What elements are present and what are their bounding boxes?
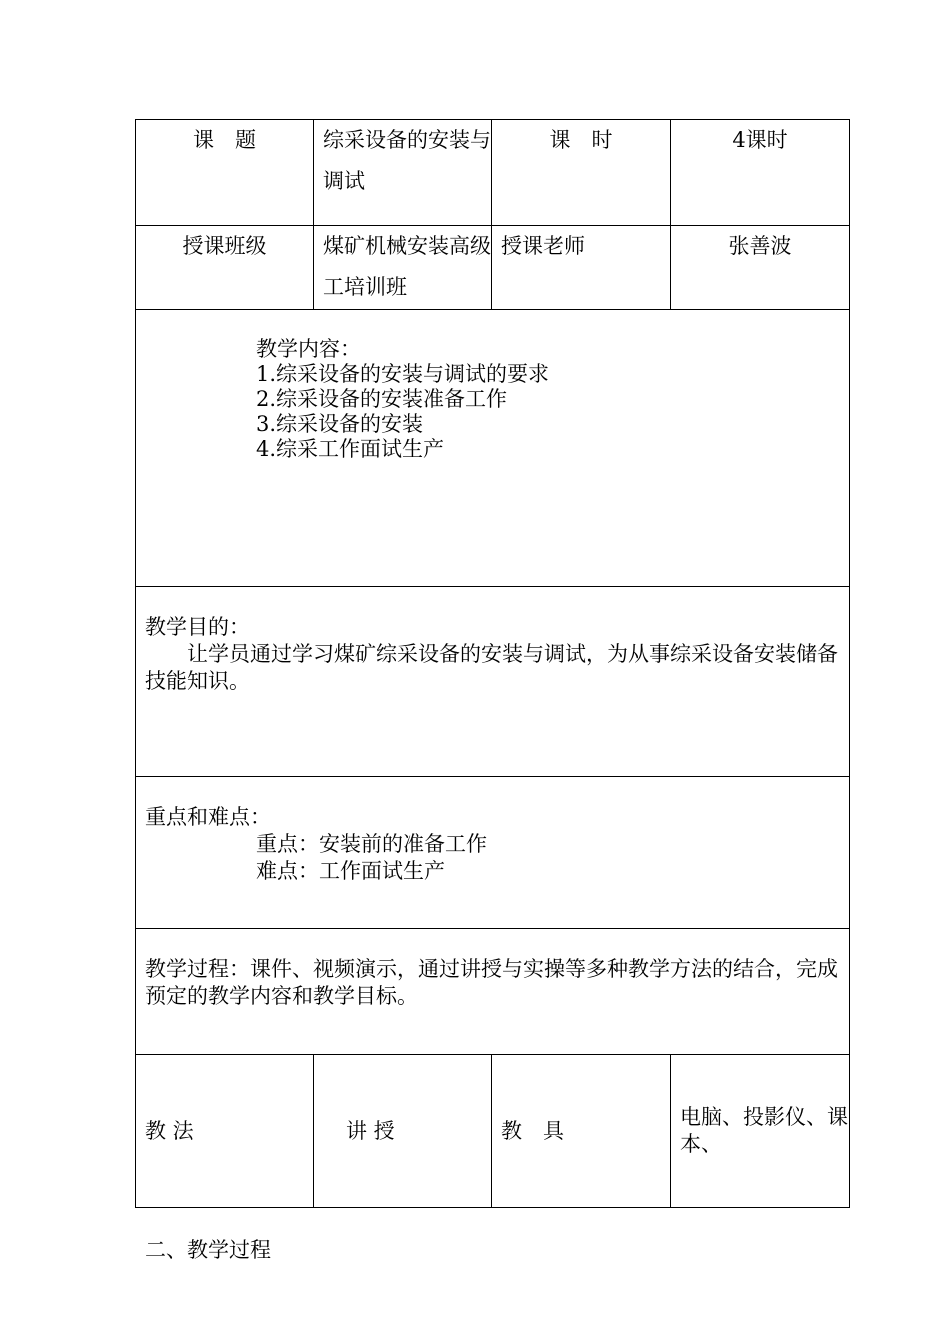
tools-value: 电脑、投影仪、课本、 (671, 1055, 850, 1208)
objective-text: 让学员通过学习煤矿综采设备的安装与调试，为从事综采设备安装储备技能知识。 (145, 642, 838, 693)
class-value: 煤矿机械安装高级工培训班 (314, 226, 492, 310)
section-title: 二、教学过程 (145, 1238, 271, 1262)
content-heading: 教学内容： (256, 337, 361, 361)
keypoints-cell (136, 777, 850, 929)
teacher-value: 张善波 (671, 226, 850, 310)
hours-label: 课 时 (492, 120, 671, 226)
keypoint-key: 重点：安装前的准备工作 (256, 832, 487, 856)
content-item: 1.综采设备的安装与调试的要求 (256, 362, 550, 386)
method-row (136, 1055, 850, 1208)
content-item: 2.综采设备的安装准备工作 (256, 387, 508, 411)
hours-value: 4课时 (671, 120, 850, 226)
content-cell (136, 310, 850, 587)
topic-row (136, 120, 850, 226)
teacher-label: 授课老师 (492, 226, 671, 310)
keypoints-heading: 重点和难点： (145, 805, 271, 829)
objective-heading: 教学目的： (145, 615, 250, 639)
tools-label: 教 具 (492, 1055, 671, 1208)
content-row (136, 310, 850, 587)
topic-label: 课 题 (136, 120, 314, 226)
class-row (136, 226, 850, 310)
method-label: 教 法 (136, 1055, 314, 1208)
keypoint-difficult: 难点：工作面试生产 (256, 859, 445, 883)
process-row (136, 929, 850, 1055)
process-cell (136, 929, 850, 1055)
content-item: 3.综采设备的安装 (256, 412, 424, 436)
topic-value: 综采设备的安装与调试 (314, 120, 492, 226)
process-text: 教学过程：课件、视频演示，通过讲授与实操等多种教学方法的结合，完成预定的教学内容和教学目标。 (145, 957, 838, 1008)
content-item: 4.综采工作面试生产 (256, 437, 445, 461)
lesson-plan-table (135, 119, 850, 1208)
objective-cell (136, 587, 850, 777)
keypoints-row (136, 777, 850, 929)
method-value: 讲 授 (314, 1055, 492, 1208)
objective-row (136, 587, 850, 777)
class-label: 授课班级 (136, 226, 314, 310)
